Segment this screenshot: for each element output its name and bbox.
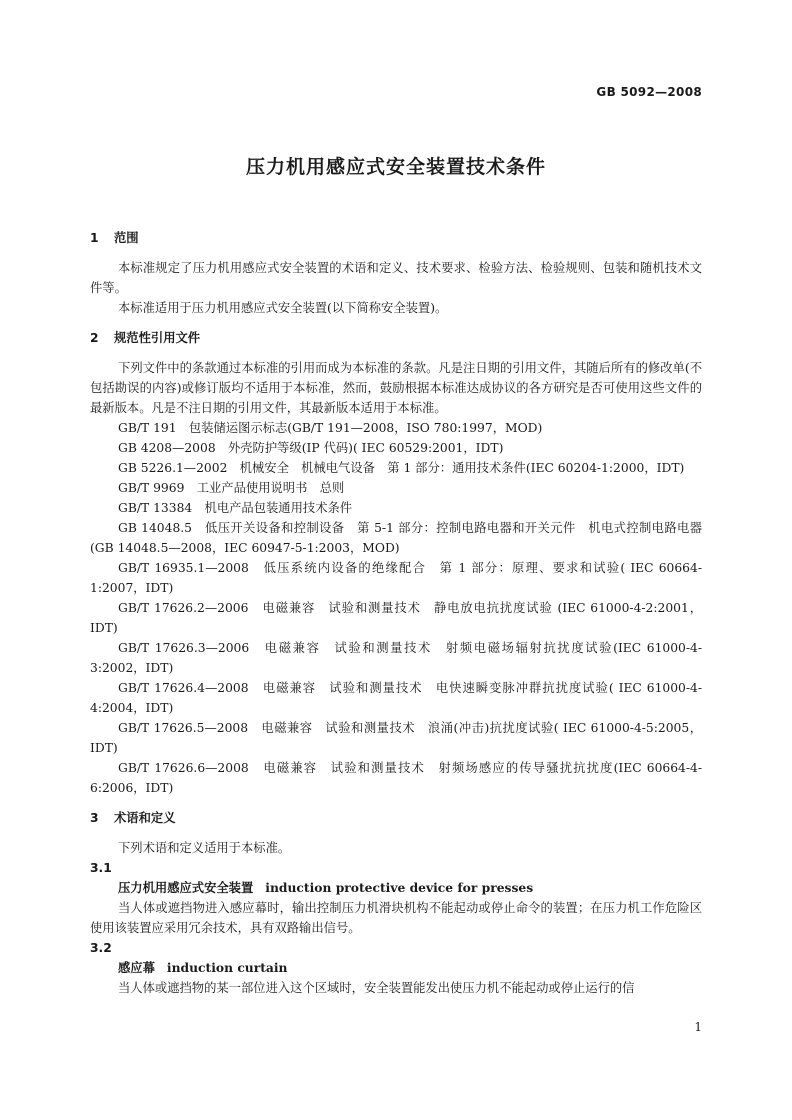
paragraph: 下列文件中的条款通过本标准的引用而成为本标准的条款。凡是注日期的引用文件，其随后所有的修改单(不包括勘误的内容)或修订版均不适用于本标准，然而，鼓励根据本标准达成协议的各方研究是否可使用这些文件的最新版本。凡是不注日期的引用文件，其最新版本适用于本标准。 xyxy=(90,361,702,415)
reference-item: GB 5226.1—2002 机械安全 机械电气设备 第 1 部分：通用技术条件(IEC 60204-1:2000，IDT) xyxy=(118,461,685,475)
section-3-heading xyxy=(90,808,702,828)
reference-item: GB/T 17626.5—2008 电磁兼容 试验和测量技术 浪涌(冲击)抗扰度试验( IEC 61000-4-5:2005，IDT) xyxy=(90,721,702,755)
section-title: 规范性引用文件 xyxy=(114,331,201,345)
section-title: 术语和定义 xyxy=(114,811,176,825)
reference-item: GB/T 191 包装储运图示标志(GB/T 191—2008，ISO 780:1997，MOD) xyxy=(118,421,543,435)
section-number: 2 xyxy=(90,331,99,345)
section-number: 3 xyxy=(90,811,99,825)
definition-number: 3.1 xyxy=(90,861,112,875)
reference-item: GB/T 17626.6—2008 电磁兼容 试验和测量技术 射频场感应的传导骚扰抗扰度(IEC 60664-4-6:2006，IDT) xyxy=(90,761,702,795)
document-title: 压力机用感应式安全装置技术条件 xyxy=(245,156,546,178)
reference-item: GB 14048.5 低压开关设备和控制设备 第 5-1 部分：控制电路电器和开关元件 机电式控制电路电器(GB 14048.5—2008，IEC 60947-5-1:2003，MOD) xyxy=(90,521,702,555)
term-english: induction curtain xyxy=(166,960,288,975)
document-body xyxy=(90,218,702,998)
reference-item: GB/T 13384 机电产品包装通用技术条件 xyxy=(118,501,353,515)
page-number: 1 xyxy=(694,1020,702,1034)
section-1-heading xyxy=(90,228,702,248)
term-chinese: 压力机用感应式安全装置 xyxy=(118,881,254,895)
term-english: induction protective device for presses xyxy=(265,880,534,895)
reference-item: GB/T 17626.4—2008 电磁兼容 试验和测量技术 电快速瞬变脉冲群抗扰度试验( IEC 61000-4-4:2004，IDT) xyxy=(90,681,702,715)
reference-item: GB/T 9969 工业产品使用说明书 总则 xyxy=(118,481,345,495)
section-number: 1 xyxy=(90,231,99,245)
definition-term xyxy=(90,958,702,978)
term-chinese: 感应幕 xyxy=(118,961,155,975)
standard-code: GB 5092—2008 xyxy=(596,85,702,99)
reference-item: GB 4208—2008 外壳防护等级(IP 代码)( IEC 60529:2001，IDT) xyxy=(118,441,504,455)
section-title: 范围 xyxy=(114,231,139,245)
definition-text: 当人体或遮挡物的某一部位进入这个区域时，安全装置能发出使压力机不能起动或停止运行的信 xyxy=(118,981,635,995)
paragraph: 本标准适用于压力机用感应式安全装置(以下简称安全装置)。 xyxy=(118,301,448,315)
paragraph: 下列术语和定义适用于本标准。 xyxy=(118,841,291,855)
paragraph: 本标准规定了压力机用感应式安全装置的术语和定义、技术要求、检验方法、检验规则、包装和随机技术文件等。 xyxy=(90,261,702,295)
reference-item: GB/T 17626.3—2006 电磁兼容 试验和测量技术 射频电磁场辐射抗扰度试验(IEC 61000-4-3:2002，IDT) xyxy=(90,641,702,675)
definition-number: 3.2 xyxy=(90,941,112,955)
section-2-heading xyxy=(90,328,702,348)
reference-item: GB/T 17626.2—2006 电磁兼容 试验和测量技术 静电放电抗扰度试验 (IEC 61000-4-2:2001，IDT) xyxy=(90,601,702,635)
definition-term xyxy=(90,878,702,898)
reference-item: GB/T 16935.1—2008 低压系统内设备的绝缘配合 第 1 部分：原理、要求和试验( IEC 60664-1:2007，IDT) xyxy=(90,561,702,595)
definition-text: 当人体或遮挡物进入感应幕时，输出控制压力机滑块机构不能起动或停止命令的装置；在压力机工作危险区使用该装置应采用冗余技术，具有双路输出信号。 xyxy=(90,901,702,935)
